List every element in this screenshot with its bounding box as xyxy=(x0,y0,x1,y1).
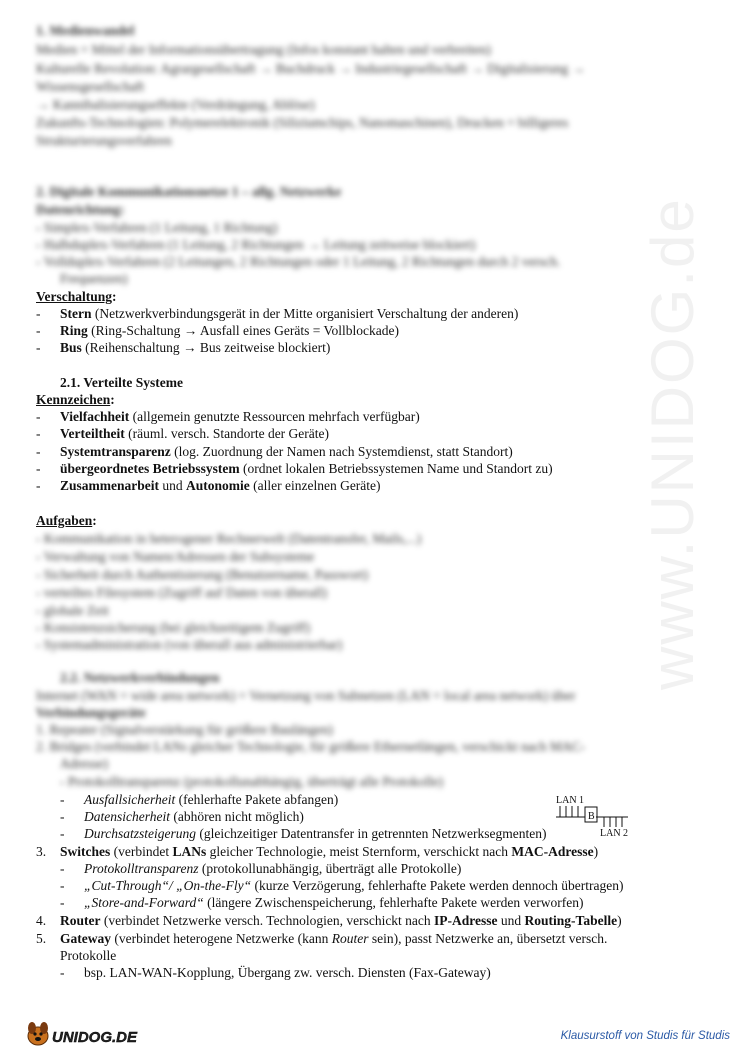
lan2-label: LAN 2 xyxy=(600,828,629,837)
term: Ausfallsicherheit xyxy=(84,792,176,807)
blurred-line: 1. Repeater (Signalverstärkung für größere Baulängen) xyxy=(36,722,333,737)
term: Ring xyxy=(60,323,88,338)
text: gleicher Technologie, meist Sternform, verschickt nach xyxy=(206,844,512,859)
blurred-line: Internet (WAN = wide area network) = Vernetzung von Subnetzen (LAN = local area network) über xyxy=(36,688,576,703)
bullet-dash: - xyxy=(60,965,65,980)
list-item xyxy=(36,408,420,425)
sub-item xyxy=(60,791,338,808)
blurred-line: Adresse) xyxy=(60,756,108,771)
blurred-line: 1. Medienwandel xyxy=(36,23,135,38)
bullet-dash: - xyxy=(36,478,41,493)
term: „Store-and-Forward“ xyxy=(84,895,204,910)
term: MAC-Adresse xyxy=(511,844,594,859)
term: Protokolltransparenz xyxy=(84,861,199,876)
numbered-item-gateway xyxy=(36,930,607,947)
blurred-line: Wissensgesellschaft xyxy=(36,79,145,94)
text: (verbindet Netzwerke versch. Technologien, verschickt nach xyxy=(100,913,435,928)
blurred-line: Verbindungsgeräte xyxy=(36,705,146,720)
term: übergeordnetes Betriebssystem xyxy=(60,461,240,476)
bullet-dash: - xyxy=(36,409,41,424)
blurred-line: Frequenzen) xyxy=(60,271,128,286)
term: Durchsatzsteigerung xyxy=(84,826,196,841)
sub-item xyxy=(60,825,546,842)
term: Routing-Tabelle xyxy=(524,913,618,928)
blurred-line: - Halbduplex-Verfahren (1 Leitung, 2 Richtungen → Leitung zeitweise blockiert) xyxy=(36,237,476,252)
blurred-line: 2.2. Netzwerkverbindungen xyxy=(60,670,220,685)
text: ) xyxy=(593,844,599,859)
term: Systemtransparenz xyxy=(60,444,171,459)
description: (längere Zwischenspeicherung, fehlerhafte Pakete werden verworfen) xyxy=(203,895,584,910)
blurred-line: Datenrichtung: xyxy=(36,202,125,217)
bullet-dash: - xyxy=(60,895,65,910)
bullet-dash: - xyxy=(36,444,41,459)
item-number: 5. xyxy=(36,931,47,946)
sub-item xyxy=(60,860,461,877)
sub-item xyxy=(60,964,491,981)
term: LANs xyxy=(172,844,207,859)
bridge-label: B xyxy=(588,811,595,822)
connector: und xyxy=(159,478,186,493)
gateway-continuation: Protokolle xyxy=(60,948,117,963)
description: (aller einzelnen Geräte) xyxy=(249,478,381,493)
verschaltung-heading xyxy=(36,288,117,305)
logo-text: UNIDOG.DE xyxy=(52,1029,138,1046)
heading-text: Aufgaben xyxy=(36,513,93,528)
description: (Reihenschaltung → Bus zeitweise blockiert) xyxy=(81,340,331,355)
description: (allgemein genutzte Ressourcen mehrfach verfügbar) xyxy=(129,409,420,424)
bullet-dash: - xyxy=(36,323,41,338)
kennzeichen-heading xyxy=(36,391,115,408)
description: (gleichzeitiger Datentransfer in getrennten Netzwerksegmenten) xyxy=(196,826,547,841)
list-item xyxy=(36,339,330,356)
heading-colon: : xyxy=(92,513,97,528)
bullet-dash: - xyxy=(60,826,65,841)
section-heading: 2.1. Verteilte Systeme xyxy=(60,375,183,390)
term: Bus xyxy=(60,340,82,355)
blurred-line: - Konsistenzsicherung (bei gleichzeitigem Zugriff) xyxy=(36,620,311,635)
blurred-line: → Kannibalisierungseffekte (Verdrängung, Ablöse) xyxy=(36,97,315,112)
blurred-line: Zukunfts-Technologien: Polymerelektronik (Siliziumchips, Nanomaschinen), Drucken = billigeres xyxy=(36,115,569,130)
sub-item xyxy=(60,808,304,825)
description: (protokollunabhängig, überträgt alle Protokolle) xyxy=(198,861,462,876)
blurred-line: - verteiltes Filesystem (Zugriff auf Daten von überall) xyxy=(36,585,328,600)
blurred-line: - Systemadministration (von überall aus administrierbar) xyxy=(36,637,343,652)
list-item xyxy=(36,460,553,477)
blurred-line: - Protokolltransparenz (protokollunabhängig, überträgt alle Protokolle) xyxy=(60,774,444,789)
sub-item xyxy=(60,894,583,911)
blurred-line: - Kommunikation in heterogener Rechnerwelt (Datentransfer, Mails,...) xyxy=(36,531,422,546)
bullet-dash: - xyxy=(60,792,65,807)
heading-colon: : xyxy=(110,392,115,407)
bullet-dash: - xyxy=(60,809,65,824)
term: Stern xyxy=(60,306,92,321)
description: bsp. LAN-WAN-Kopplung, Übergang zw. versch. Diensten (Fax-Gateway) xyxy=(84,965,491,980)
bullet-dash: - xyxy=(36,340,41,355)
blurred-line: - Vollduplex-Verfahren (2 Leitungen, 2 Richtungen oder 1 Leitung, 2 Richtungen durch 2 versch. xyxy=(36,254,561,269)
blurred-line: 2. Bridges (verbindet LANs gleicher Technologie, für größere Ethernetlängen, verschickt nach MAC- xyxy=(36,739,586,754)
term: Switches xyxy=(60,844,111,859)
description: (Ring-Schaltung → Ausfall eines Geräts = Vollblockade) xyxy=(87,323,399,338)
list-item xyxy=(36,443,513,460)
blurred-line: - globale Zeit xyxy=(36,603,109,618)
term: Vielfachheit xyxy=(60,409,130,424)
description: (log. Zuordnung der Namen nach Systemdienst, statt Standort) xyxy=(170,444,513,459)
text: ) xyxy=(617,913,622,928)
text: (verbindet heterogene Netzwerke (kann xyxy=(111,931,332,946)
footer-tagline: Klausurstoff von Studis für Studis xyxy=(560,1030,730,1042)
bullet-dash: - xyxy=(60,878,65,893)
list-item xyxy=(36,477,381,494)
heading-colon: : xyxy=(112,289,117,304)
unidog-logo xyxy=(24,1016,154,1050)
bullet-dash: - xyxy=(36,306,41,321)
bullet-dash: - xyxy=(36,461,41,476)
sub-item xyxy=(60,877,623,894)
description: (kurze Verzögerung, fehlerhafte Pakete werden dennoch übertragen) xyxy=(251,878,624,893)
blurred-line: - Simplex-Verfahren (1 Leitung, 1 Richtung) xyxy=(36,220,278,235)
blurred-line: Kulturelle Revolution: Agrargesellschaft → Buchdruck → Industriegesellschaft → Digitalisierung → xyxy=(36,61,586,76)
blurred-line: - Sicherheit durch Authentisierung (Benutzername, Passwort) xyxy=(36,567,369,582)
description: (fehlerhafte Pakete abfangen) xyxy=(175,792,339,807)
term: Router xyxy=(331,931,369,946)
bullet-dash: - xyxy=(60,861,65,876)
bridge-diagram xyxy=(552,793,642,837)
item-number: 4. xyxy=(36,913,47,928)
blurred-line: - Verwaltung von Namen/Adressen der Subsysteme xyxy=(36,549,315,564)
list-item xyxy=(36,425,329,442)
bullet-dash: - xyxy=(36,426,41,441)
term: Router xyxy=(60,913,101,928)
heading-text: Verschaltung xyxy=(36,289,113,304)
blurred-line: 2. Digitale Kommunikationsnetze 1 – allg. Netzwerke xyxy=(36,184,342,199)
dog-icon xyxy=(28,1022,48,1045)
blurred-line: Medien = Mittel der Informationsübertragung (Infos konstant halten und verbreiten) xyxy=(36,42,491,57)
term: Verteiltheit xyxy=(60,426,125,441)
watermark: www.UNIDOG.de xyxy=(639,197,706,690)
list-item xyxy=(36,322,399,339)
list-item xyxy=(36,305,518,322)
description: (ordnet lokalen Betriebssystemen Name und Standort zu) xyxy=(239,461,553,476)
aufgaben-heading xyxy=(36,512,97,529)
item-number: 3. xyxy=(36,844,47,859)
lan1-label: LAN 1 xyxy=(556,795,585,806)
term: „Cut-Through“/ „On-the-Fly“ xyxy=(84,878,252,893)
description: (abhören nicht möglich) xyxy=(169,809,304,824)
term: Gateway xyxy=(60,931,111,946)
description: (räuml. versch. Standorte der Geräte) xyxy=(124,426,330,441)
description: (Netzwerkverbindungsgerät in der Mitte organisiert Verschaltung der anderen) xyxy=(91,306,519,321)
numbered-item-router xyxy=(36,912,622,929)
heading-text: Kennzeichen xyxy=(36,392,111,407)
text: und xyxy=(497,913,525,928)
term: IP-Adresse xyxy=(434,913,498,928)
numbered-item-switches xyxy=(36,843,598,860)
term: Datensicherheit xyxy=(84,809,170,824)
text: (verbindet xyxy=(110,844,173,859)
blurred-line: Strukturierungsverfahren xyxy=(36,133,172,148)
text: sein), passt Netzwerke an, übersetzt versch. xyxy=(368,931,608,946)
term: Autonomie xyxy=(186,478,250,493)
term: Zusammenarbeit xyxy=(60,478,159,493)
